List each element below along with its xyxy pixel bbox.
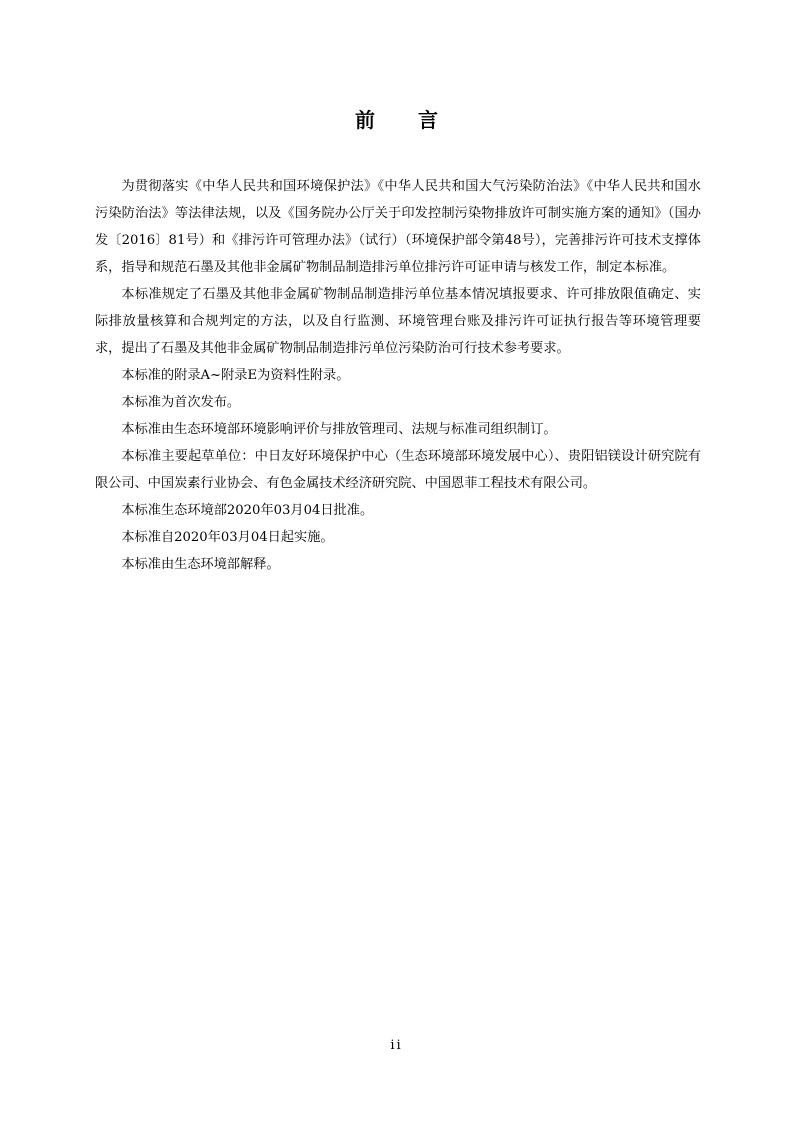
preface-body [95,173,701,578]
paragraph-organizer: 本标准由生态环境部环境影响评价与排放管理司、法规与标准司组织制订。 [121,422,557,437]
paragraph-interpretation: 本标准由生态环境部解释。 [121,557,280,572]
page-number: ii [390,1038,403,1053]
page-title: 前 言 [355,108,456,132]
paragraph-appendix: 本标准的附录A~附录E为资料性附录。 [121,368,350,383]
paragraph-drafting-units: 本标准主要起草单位：中日友好环境保护中心（生态环境部环境发展中心）、贵阳铝镁设计研究院有限公司、中国炭素行业协会、有色金属技术经济研究院、中国恩菲工程技术有限公司。 [95,449,701,491]
paragraph-legal-basis: 为贯彻落实《中华人民共和国环境保护法》《中华人民共和国大气污染防治法》《中华人民共和国水污染防治法》等法律法规，以及《国务院办公厅关于印发控制污染物排放许可制实施方案的通知》（国办发〔2016〕81号）和《排污许可管理办法》（试行）（环境保护部令第48号），完善排污许可技术支撑体系，指导和规范石墨及其他非金属矿物制品制造排污单位排污许可证申请与核发工作，制定本标准。 [95,179,701,275]
paragraph-first-release: 本标准为首次发布。 [121,395,241,410]
paragraph-approval-date: 本标准生态环境部2020年03月04日批准。 [121,503,374,518]
paragraph-effective-date: 本标准自2020年03月04日起实施。 [121,530,334,545]
paragraph-scope: 本标准规定了石墨及其他非金属矿物制品制造排污单位基本情况填报要求、许可排放限值确定、实际排放量核算和合规判定的方法，以及自行监测、环境管理台账及排污许可证执行报告等环境管理要求，提出了石墨及其他非金属矿物制品制造排污单位污染防治可行技术参考要求。 [95,287,701,356]
